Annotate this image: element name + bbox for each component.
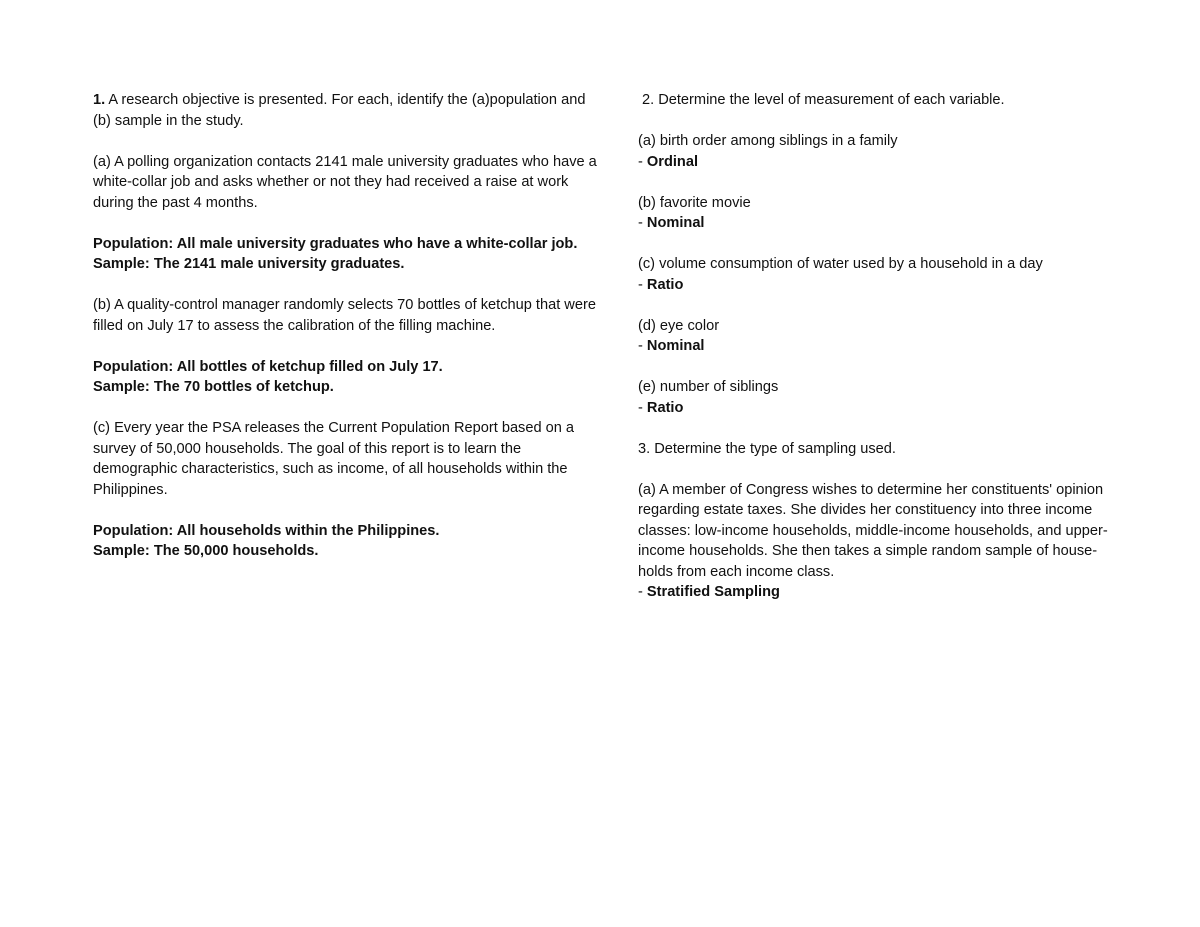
q3-title: 3. Determine the type of sampling used.	[638, 440, 896, 457]
q2e-answer: Ratio	[646, 399, 684, 416]
q2e-text: (e) number of siblings	[638, 379, 779, 395]
q2a-text: (a) birth order among siblings in a family	[638, 133, 898, 149]
q1a-population: Population: All male university graduates who have a white-collar job.	[93, 235, 578, 252]
q2e-item	[638, 377, 1118, 418]
left-column	[93, 90, 603, 582]
q3a-text: (a) A member of Congress wishes to determine her constituents' opinion regarding estate taxes. She divides her constituency into three income classes: low-income households, middle-income households, and upper-income households. She then takes a simple random sample of house- holds from each income class.	[638, 481, 1108, 580]
q2c-answer: Ratio	[646, 276, 684, 293]
q3a-item	[638, 480, 1118, 603]
q2b-answer: Nominal	[646, 215, 705, 231]
right-column	[638, 90, 1118, 623]
q2b-dash: -	[638, 215, 647, 231]
q1c-sample: Sample: The 50,000 households.	[93, 543, 319, 559]
q1a-sample: Sample: The 2141 male university graduates.	[93, 256, 405, 272]
q1c-population: Population: All households within the Philippines.	[93, 522, 440, 539]
q2b-item	[638, 193, 1118, 234]
q2d-dash: -	[638, 338, 647, 354]
q2-title: 2. Determine the level of measurement of each variable.	[642, 92, 1005, 108]
q1-number: 1.	[93, 92, 106, 108]
q2c-item	[638, 254, 1118, 295]
q1a-text: (a) A polling organization contacts 2141 male university graduates who have a white-collar job and asks whether or not they had received a raise at work during the past 4 months.	[93, 153, 597, 211]
q2d-item	[638, 316, 1118, 357]
q2c-text: (c) volume consumption of water used by a household in a day	[638, 256, 1043, 272]
q1b-sample: Sample: The 70 bottles of ketchup.	[93, 379, 334, 395]
q3a-answer: Stratified Sampling	[646, 584, 780, 600]
q1b-text: (b) A quality-control manager randomly selects 70 bottles of ketchup that were filled on July 17 to assess the calibration of the filling machine.	[93, 297, 596, 334]
q2c-dash: -	[638, 276, 647, 293]
q2a-item	[638, 131, 1118, 172]
q3a-dash: -	[638, 584, 647, 600]
q2e-dash: -	[638, 399, 647, 416]
q2d-text: (d) eye color	[638, 317, 720, 334]
q1c-text: (c) Every year the PSA releases the Current Population Report based on a survey of 50,000 households. The goal of this report is to learn the demographic characteristics, such as income, of all households within the Philippines.	[93, 420, 575, 498]
q2a-answer: Ordinal	[646, 153, 699, 170]
q2a-dash: -	[638, 153, 647, 170]
q1-prompt	[93, 90, 603, 131]
q2b-text: (b) favorite movie	[638, 194, 751, 211]
q1b-population: Population: All bottles of ketchup filled on July 17.	[93, 358, 443, 375]
q2d-answer: Nominal	[646, 338, 705, 354]
q1-prompt-text: A research objective is presented. For each, identify the (a)population and (b) sample in the study.	[93, 92, 586, 129]
